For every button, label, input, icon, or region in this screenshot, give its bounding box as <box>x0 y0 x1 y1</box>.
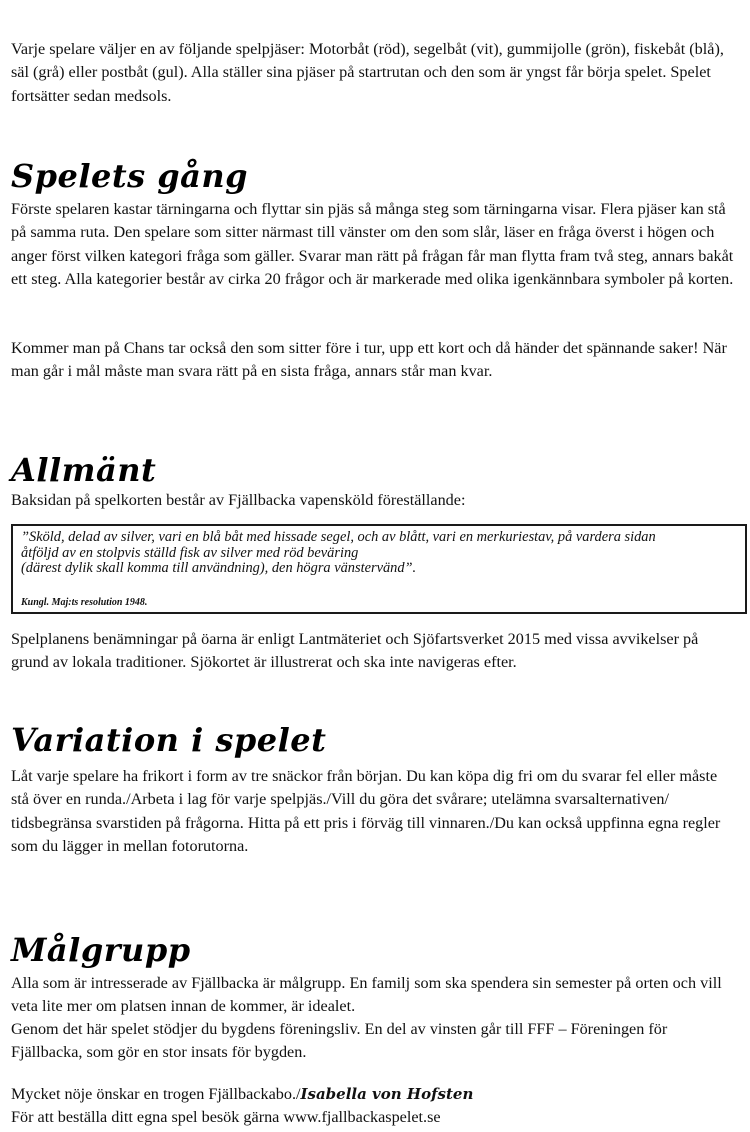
malgrupp-paragraph-2: Genom det här spelet stödjer du bygdens föreningsliv. En del av vinsten går till FFF – Föreningen för Fjällbacka, som gör en stor insats för bygden. <box>11 1020 668 1062</box>
closing-text: Mycket nöje önskar en trogen Fjällbackabo./ <box>11 1085 301 1103</box>
variation-paragraph: Låt varje spelare ha frikort i form av tre snäckor från början. Du kan köpa dig fri om du svarar fel eller måste stå över en runda./Arbeta i lag för varje spelpjäs./Vill du göra det svårare; utelämna svarsalternativen/ tidsbegränsa svarstiden på frågorna. Hitta på ett pris i förväg till vinnaren./Du kan också uppfinna egna regler som du lägger in mellan fotorutorna. <box>11 767 721 856</box>
heading-spelets-gang: Spelets gång <box>11 157 249 195</box>
allmant-paragraph-2: Spelplanens benämningar på öarna är enligt Lantmäteriet och Sjöfartsverket 2015 med vissa avvikelser på grund av lokala traditioner. Sjökortet är illustrerat och ska inte navigeras efter. <box>11 630 699 672</box>
spelets-gang-paragraph-1: Förste spelaren kastar tärningarna och flyttar sin pjäs så många steg som tärningarna visar. Flera pjäser kan stå på samma ruta. Den spelare som sitter närmast till vänster om den som slår, läser en fråga överst i högen och anger först vilken kategori fråga som gäller. Svarar man rätt på frågan får man flytta fram två steg, annars bakåt ett steg. Alla kategorier består av cirka 20 frågor och är markerade med olika igenkännbara symboler på korten. <box>11 200 734 289</box>
heading-allmant: Allmänt <box>11 451 157 489</box>
malgrupp-paragraph-1: Alla som är intresserade av Fjällbacka är målgrupp. En familj som ska spendera sin semester på orten och vill veta lite mer om platsen innan de kommer, är idealet. <box>11 974 722 1016</box>
heading-variation: Variation i spelet <box>11 721 327 759</box>
allmant-paragraph-1: Baksidan på spelkorten består av Fjällbacka vapensköld föreställande: <box>11 491 466 509</box>
quote-source: Kungl. Maj:ts resolution 1948. <box>21 597 148 608</box>
heading-malgrupp: Målgrupp <box>11 931 191 969</box>
order-line: För att beställa ditt egna spel besök gärna www.fjallbackaspelet.se <box>11 1108 441 1126</box>
closing-line <box>11 1083 739 1106</box>
quote-line-1: ”Sköld, delad av silver, vari en blå båt med hissade segel, och av blått, vari en merkuriestav, på vardera sidan <box>21 529 656 545</box>
spelets-gang-paragraph-2: Kommer man på Chans tar också den som sitter före i tur, upp ett kort och då händer det spännande saker! När man går i mål måste man svara rätt på en sista fråga, annars står man kvar. <box>11 339 727 381</box>
intro-paragraph: Varje spelare väljer en av följande spelpjäser: Motorbåt (röd), segelbåt (vit), gummijolle (grön), fiskebåt (blå), säl (grå) eller postbåt (gul). Alla ställer sina pjäser på startrutan och den som är yngst får börja spelet. Spelet fortsätter sedan medsols. <box>11 40 724 105</box>
quote-line-3: (därest dylik skall komma till användning), den högra vänstervänd”. <box>21 560 417 577</box>
quote-line-2: åtföljd av en stolpvis ställd fisk av silver med röd beväring <box>21 544 359 561</box>
signature: Isabella von Hofsten <box>300 1085 474 1103</box>
coat-of-arms-quote-box <box>11 524 747 614</box>
